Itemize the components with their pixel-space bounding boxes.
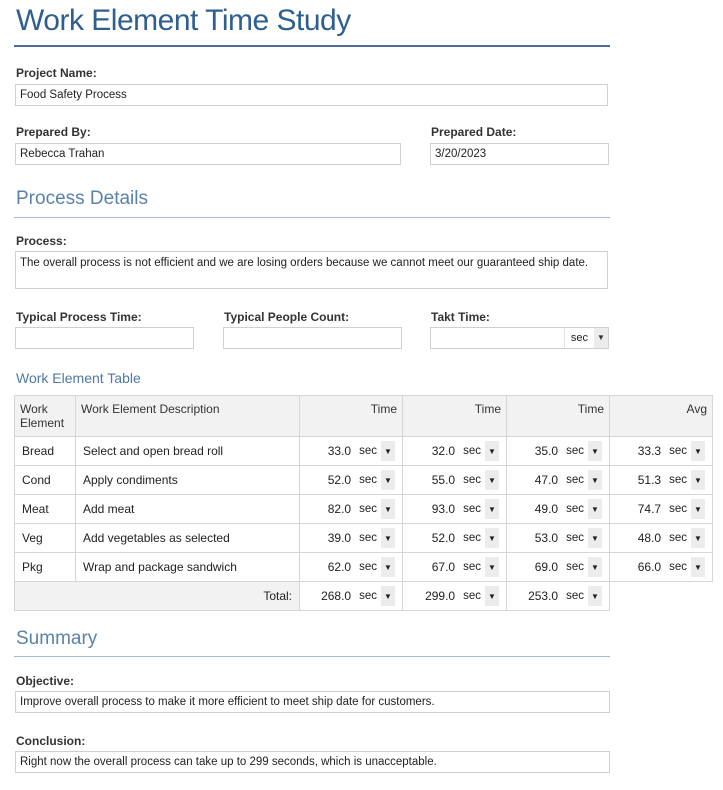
unit-label: sec: [463, 561, 481, 573]
table-row: [15, 553, 713, 582]
typical-process-time-label: Typical Process Time:: [16, 310, 142, 324]
chevron-down-icon[interactable]: ▼: [381, 528, 395, 548]
title-divider: [14, 45, 610, 47]
time-1-value[interactable]: 62.0: [327, 560, 352, 574]
prepared-date-field[interactable]: 3/20/2023: [430, 143, 609, 165]
time-3-value[interactable]: 35.0: [534, 444, 559, 458]
time-2-value[interactable]: 55.0: [431, 473, 456, 487]
avg-value: 33.3: [637, 444, 662, 458]
element-cell[interactable]: Pkg: [15, 553, 76, 582]
chevron-down-icon[interactable]: ▼: [588, 557, 602, 577]
avg-value: 66.0: [637, 560, 662, 574]
unit-label: sec: [359, 532, 377, 544]
total-time-1: 268.0: [321, 589, 352, 603]
conclusion-label: Conclusion:: [16, 734, 86, 748]
chevron-down-icon[interactable]: ▼: [588, 441, 602, 461]
time-2-value[interactable]: 67.0: [431, 560, 456, 574]
chevron-down-icon[interactable]: ▼: [588, 499, 602, 519]
objective-label: Objective:: [16, 674, 75, 688]
col-header-work-element: Work Element: [15, 396, 76, 437]
process-field[interactable]: The overall process is not efficient and we are losing orders because we cannot meet our guaranteed ship date.: [15, 251, 608, 289]
table-row: [15, 466, 713, 495]
avg-value: 48.0: [637, 531, 662, 545]
element-cell[interactable]: Veg: [15, 524, 76, 553]
chevron-down-icon[interactable]: ▼: [594, 328, 608, 348]
unit-label: sec: [669, 532, 687, 544]
table-row: [15, 495, 713, 524]
table-row: [15, 437, 713, 466]
summary-divider: [14, 656, 610, 657]
unit-label: sec: [669, 561, 687, 573]
element-cell[interactable]: Cond: [15, 466, 76, 495]
typical-process-time-field[interactable]: [15, 327, 194, 349]
unit-label: sec: [463, 503, 481, 515]
unit-label: sec: [463, 532, 481, 544]
description-cell[interactable]: Wrap and package sandwich: [76, 553, 300, 582]
chevron-down-icon[interactable]: ▼: [588, 470, 602, 490]
chevron-down-icon[interactable]: ▼: [485, 586, 499, 606]
chevron-down-icon[interactable]: ▼: [588, 528, 602, 548]
conclusion-field[interactable]: Right now the overall process can take up to 299 seconds, which is unacceptable.: [15, 751, 610, 773]
unit-label: sec: [669, 474, 687, 486]
time-3-value[interactable]: 47.0: [534, 473, 559, 487]
time-2-value[interactable]: 32.0: [431, 444, 456, 458]
element-cell[interactable]: Meat: [15, 495, 76, 524]
unit-label: sec: [359, 503, 377, 515]
chevron-down-icon[interactable]: ▼: [485, 499, 499, 519]
chevron-down-icon[interactable]: ▼: [691, 528, 705, 548]
table-header-row: [15, 396, 713, 437]
total-time-3: 253.0: [528, 589, 559, 603]
chevron-down-icon[interactable]: ▼: [381, 557, 395, 577]
col-header-time-3: Time: [507, 396, 610, 437]
work-element-table: [14, 395, 713, 611]
description-cell[interactable]: Select and open bread roll: [76, 437, 300, 466]
unit-label: sec: [566, 445, 584, 457]
time-2-value[interactable]: 52.0: [431, 531, 456, 545]
summary-heading: Summary: [16, 628, 98, 649]
chevron-down-icon[interactable]: ▼: [485, 528, 499, 548]
objective-field[interactable]: Improve overall process to make it more efficient to meet ship date for customers.: [15, 691, 610, 713]
chevron-down-icon[interactable]: ▼: [588, 586, 602, 606]
time-1-value[interactable]: 82.0: [327, 502, 352, 516]
unit-label: sec: [463, 445, 481, 457]
unit-label: sec: [359, 445, 377, 457]
unit-label: sec: [566, 532, 584, 544]
time-3-value[interactable]: 49.0: [534, 502, 559, 516]
unit-label: sec: [463, 474, 481, 486]
unit-label: sec: [566, 474, 584, 486]
element-cell[interactable]: Bread: [15, 437, 76, 466]
chevron-down-icon[interactable]: ▼: [381, 499, 395, 519]
description-cell[interactable]: Add vegetables as selected: [76, 524, 300, 553]
unit-label: sec: [463, 590, 481, 602]
chevron-down-icon[interactable]: ▼: [691, 441, 705, 461]
takt-unit-value: sec: [570, 332, 588, 344]
process-details-heading: Process Details: [16, 188, 148, 209]
col-header-time-2: Time: [403, 396, 507, 437]
col-header-time-1: Time: [300, 396, 403, 437]
avg-value: 51.3: [637, 473, 662, 487]
total-label: Total:: [15, 582, 300, 611]
chevron-down-icon[interactable]: ▼: [485, 557, 499, 577]
unit-label: sec: [566, 590, 584, 602]
time-2-value[interactable]: 93.0: [431, 502, 456, 516]
unit-label: sec: [669, 503, 687, 515]
time-1-value[interactable]: 52.0: [327, 473, 352, 487]
col-header-description: Work Element Description: [76, 396, 300, 437]
prepared-date-label: Prepared Date:: [431, 125, 517, 139]
empty-cell: [610, 582, 713, 611]
chevron-down-icon[interactable]: ▼: [485, 441, 499, 461]
col-header-avg: Avg: [610, 396, 713, 437]
unit-label: sec: [566, 561, 584, 573]
process-label: Process:: [16, 234, 67, 248]
prepared-by-field[interactable]: Rebecca Trahan: [15, 143, 401, 165]
unit-label: sec: [359, 590, 377, 602]
chevron-down-icon[interactable]: ▼: [691, 470, 705, 490]
unit-label: sec: [566, 503, 584, 515]
chevron-down-icon[interactable]: ▼: [381, 441, 395, 461]
takt-time-label: Takt Time:: [431, 310, 490, 324]
page-title: Work Element Time Study: [16, 4, 351, 37]
description-cell[interactable]: Add meat: [76, 495, 300, 524]
description-cell[interactable]: Apply condiments: [76, 466, 300, 495]
chevron-down-icon[interactable]: ▼: [381, 470, 395, 490]
chevron-down-icon[interactable]: ▼: [485, 470, 499, 490]
avg-value: 74.7: [637, 502, 662, 516]
process-details-divider: [14, 217, 610, 218]
chevron-down-icon[interactable]: ▼: [381, 586, 395, 606]
table-row: [15, 524, 713, 553]
unit-label: sec: [359, 474, 377, 486]
takt-unit-select[interactable]: [564, 328, 608, 348]
project-name-label: Project Name:: [16, 66, 97, 80]
total-time-2: 299.0: [425, 589, 456, 603]
time-3-value[interactable]: 53.0: [534, 531, 559, 545]
time-1-value[interactable]: 39.0: [327, 531, 352, 545]
typical-people-count-field[interactable]: [223, 327, 402, 349]
chevron-down-icon[interactable]: ▼: [691, 499, 705, 519]
chevron-down-icon[interactable]: ▼: [691, 557, 705, 577]
unit-label: sec: [669, 445, 687, 457]
typical-people-count-label: Typical People Count:: [224, 310, 350, 324]
total-row: [15, 582, 713, 611]
takt-time-field[interactable]: [430, 327, 609, 349]
unit-label: sec: [359, 561, 377, 573]
time-1-value[interactable]: 33.0: [327, 444, 352, 458]
work-element-table-heading: Work Element Table: [16, 370, 141, 386]
time-3-value[interactable]: 69.0: [534, 560, 559, 574]
prepared-by-label: Prepared By:: [16, 125, 91, 139]
project-name-field[interactable]: Food Safety Process: [15, 84, 608, 106]
